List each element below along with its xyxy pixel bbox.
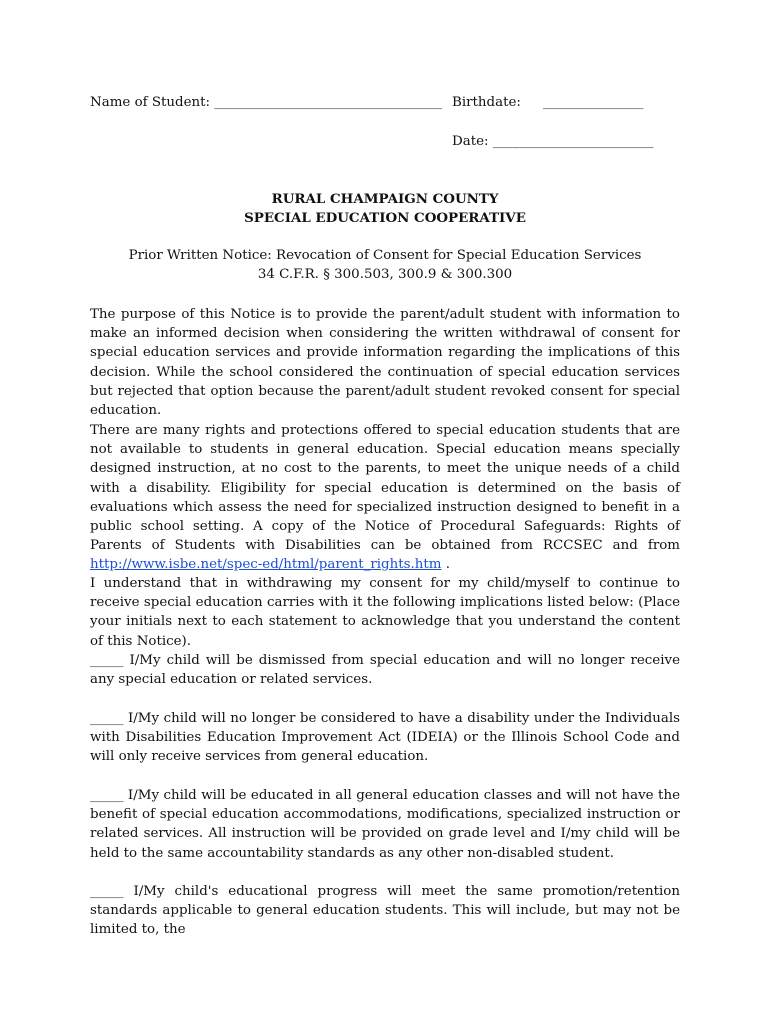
rights-text-end: . [441, 557, 450, 573]
date-field[interactable]: Date: ________________________ [452, 134, 654, 149]
understanding-paragraph: I understand that in withdrawing my consent for my child/myself to continue to receive special education carries with it the following implications listed below: (Place your initials next to each statement to acknowledge that you understand the content of this Notice). [90, 576, 680, 649]
rights-text: There are many rights and protections offered to special education students that are not available to students in general education. Special education means specially designed instruction, at no cost to the parents, to meet the unique needs of a child with a disability. Eligibility for special education is determined on the basis of evaluations which assess the need for specialized instruction designed to benefit in a public school setting. A copy of the Notice of Procedural Safeguards: Rights of Parents of Students with Disabilities can be obtained from RCCSEC and from [90, 423, 680, 554]
birthdate-field[interactable]: _______________ [543, 95, 644, 110]
organization-title-line-2: SPECIAL EDUCATION COOPERATIVE [244, 210, 526, 226]
student-name-field[interactable]: Name of Student: __________________________________ [90, 95, 442, 110]
purpose-paragraph: The purpose of this Notice is to provide the parent/adult student with information to make an informed decision when considering the written withdrawal of consent for special education services and provide information regarding the implications of this decision. While the school considered the continuation of special education services but rejected that option because the parent/adult student revoked consent for special education. [90, 307, 680, 419]
implication-item-3: _____ I/My child will be educated in all general education classes and will not have the benefit of special education accommodations, modifications, specialized instruction or related services. All instruction will be provided on grade level and I/my child will be held to the same accountability standards as any other non-disabled student. [90, 788, 680, 861]
rights-paragraph [90, 421, 680, 575]
implication-item-4: _____ I/My child's educational progress will meet the same promotion/retention standards applicable to general education students. This will include, but may not be limited to, the [90, 884, 680, 938]
notice-subtitle: Prior Written Notice: Revocation of Consent for Special Education Services [128, 248, 642, 263]
implication-item-2: _____ I/My child will no longer be considered to have a disability under the Individuals with Disabilities Education Improvement Act (IDEIA) or the Illinois School Code and will only receive services from general education. [90, 711, 680, 765]
birthdate-label: Birthdate: [452, 95, 521, 110]
regulation-citation: 34 C.F.R. § 300.503, 300.9 & 300.300 [257, 267, 513, 282]
implication-item-1: _____ I/My child will be dismissed from special education and will no longer receive any special education or related services. [90, 653, 680, 688]
parent-rights-link[interactable]: http://www.isbe.net/spec-ed/html/parent_rights.htm [90, 557, 442, 573]
organization-title-line-1: RURAL CHAMPAIGN COUNTY [271, 191, 499, 207]
